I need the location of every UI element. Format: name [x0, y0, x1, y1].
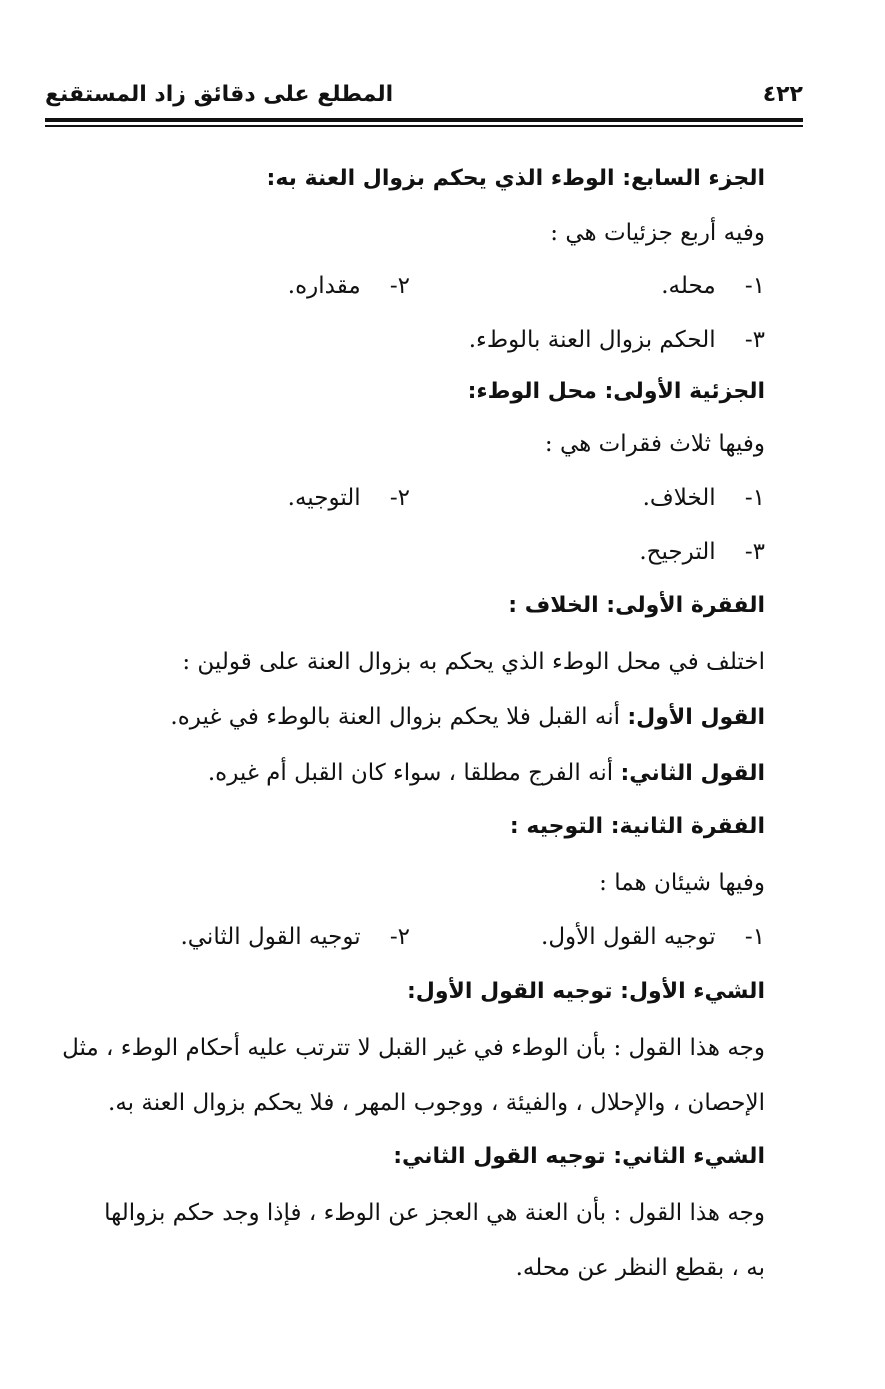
intro-three-paragraphs: وفيها ثلاث فقرات هي :: [544, 431, 765, 457]
dispute-statement: اختلف في محل الوطء الذي يحكم به بزوال العنة على قولين :: [182, 649, 765, 675]
first-opinion: [45, 697, 765, 737]
first-opinion-text: أنه القبل فلا يحكم بزوال العنة بالوطء في غيره.: [170, 704, 621, 730]
second-opinion-text: أنه الفرج مطلقا ، سواء كان القبل أم غيره.: [207, 760, 614, 786]
header-rule-thin: [45, 125, 803, 127]
list3-num2: ٢-: [389, 924, 410, 950]
running-header: [45, 78, 803, 118]
thing-two-line2: به ، بقطع النظر عن محله.: [515, 1255, 765, 1281]
heading-thing-two: الشيء الثاني: توجيه القول الثاني:: [393, 1144, 765, 1169]
book-title: المطلع على دقائق زاد المستقنع: [45, 82, 394, 107]
list2-item2: التوجيه.: [287, 485, 361, 511]
list2-item3: الترجيح.: [639, 539, 716, 565]
list1-num3: ٣-: [744, 327, 765, 353]
list3-num1: ١-: [744, 924, 765, 950]
thing-one-line1: وجه هذا القول : بأن الوطء في غير القبل لا تترتب عليه أحكام الوطء ، مثل: [62, 1035, 765, 1061]
list2-row1: [45, 478, 765, 518]
intro-two-things: وفيها شيئان هما :: [599, 870, 765, 896]
heading-paragraph-one: الفقرة الأولى: الخلاف :: [508, 593, 765, 618]
list1-item3: الحكم بزوال العنة بالوطء.: [468, 327, 716, 353]
list2-num3: ٣-: [744, 539, 765, 565]
list2-num2: ٢-: [389, 485, 410, 511]
second-opinion-label: القول الثاني:: [620, 761, 765, 786]
intro-four-parts: وفيه أربع جزئيات هي :: [550, 220, 765, 246]
list2-row2: [45, 532, 765, 572]
heading-paragraph-two: الفقرة الثانية: التوجيه :: [509, 814, 765, 839]
heading-part-seven: الجزء السابع: الوطء الذي يحكم بزوال العنة به:: [266, 166, 765, 191]
list1-item1: محله.: [661, 273, 716, 299]
list3-row1: [45, 917, 765, 957]
thing-two-line1: وجه هذا القول : بأن العنة هي العجز عن الوطء ، فإذا وجد حكم بزوالها: [104, 1200, 765, 1226]
list1-item2: مقداره.: [287, 273, 361, 299]
thing-one-line2: الإحصان ، والإحلال ، والفيئة ، ووجوب المهر ، فلا يحكم بزوال العنة به.: [108, 1090, 765, 1116]
list1-row2: [45, 320, 765, 360]
list3-item1: توجيه القول الأول.: [541, 924, 716, 950]
second-opinion: [45, 753, 765, 793]
heading-thing-one: الشيء الأول: توجيه القول الأول:: [406, 979, 765, 1004]
heading-first-part: الجزئية الأولى: محل الوطء:: [467, 379, 765, 404]
first-opinion-label: القول الأول:: [627, 705, 765, 730]
list1-row1: [45, 266, 765, 306]
list1-num2: ٢-: [389, 273, 410, 299]
list2-num1: ١-: [744, 485, 765, 511]
list2-item1: الخلاف.: [642, 485, 716, 511]
list1-num1: ١-: [744, 273, 765, 299]
page-number: ٤٢٢: [762, 82, 803, 107]
header-rule-thick: [45, 118, 803, 122]
list3-item2: توجيه القول الثاني.: [180, 924, 361, 950]
